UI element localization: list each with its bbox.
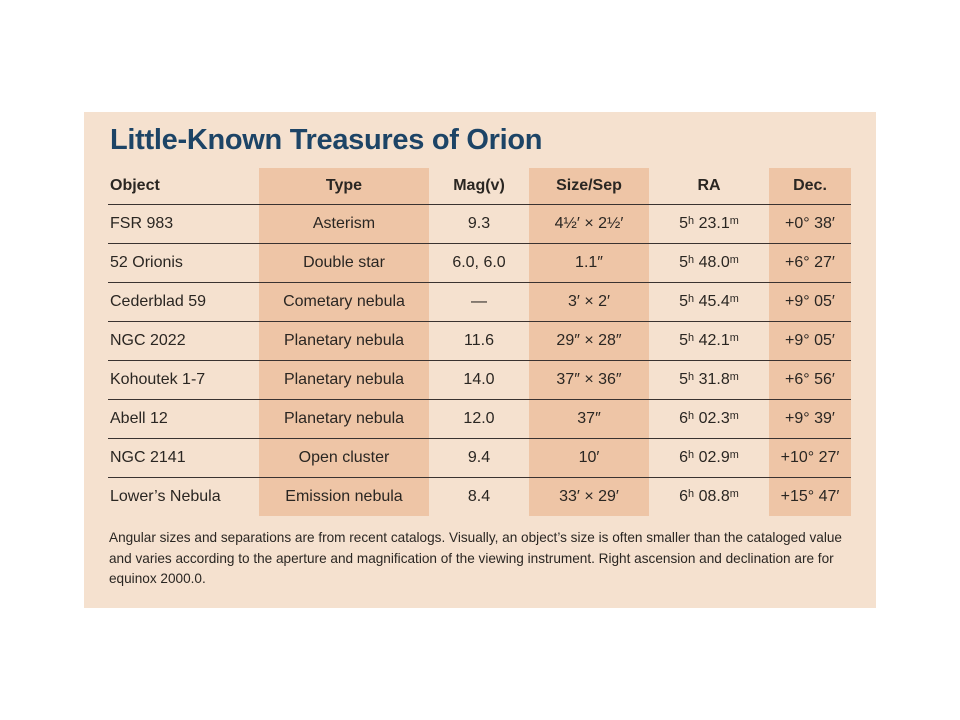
table-row xyxy=(108,361,851,400)
cell-ra: 6ʰ 02.3ᵐ xyxy=(649,400,769,439)
table-title: Little-Known Treasures of Orion xyxy=(110,124,543,156)
header-row xyxy=(108,168,851,205)
header-type: Type xyxy=(259,168,429,205)
cell-object: 52 Orionis xyxy=(108,244,259,283)
cell-ra: 6ʰ 02.9ᵐ xyxy=(649,439,769,478)
cell-object: Kohoutek 1-7 xyxy=(108,361,259,400)
cell-ra: 5ʰ 42.1ᵐ xyxy=(649,322,769,361)
cell-type: Asterism xyxy=(259,205,429,244)
cell-dec: +9° 39′ xyxy=(769,400,851,439)
cell-size: 3′ × 2′ xyxy=(529,283,649,322)
table-row xyxy=(108,205,851,244)
cell-size: 1.1″ xyxy=(529,244,649,283)
cell-size: 37″ xyxy=(529,400,649,439)
cell-size: 33′ × 29′ xyxy=(529,478,649,517)
table-row xyxy=(108,283,851,322)
table-row xyxy=(108,439,851,478)
cell-mag: 6.0, 6.0 xyxy=(429,244,529,283)
cell-mag: 8.4 xyxy=(467,488,491,505)
cell-object: FSR 983 xyxy=(108,205,259,244)
cell-mag: — xyxy=(429,283,529,322)
cell-dec: +6° 56′ xyxy=(769,361,851,400)
cell-type: Planetary nebula xyxy=(259,322,429,361)
table-row xyxy=(108,400,851,439)
cell-ra: 5ʰ 48.0ᵐ xyxy=(649,244,769,283)
cell-ra: 5ʰ 23.1ᵐ xyxy=(649,205,769,244)
header-size: Size/Sep xyxy=(529,168,649,205)
cell-mag: 11.6 xyxy=(429,322,529,361)
cell-type: Emission nebula xyxy=(259,478,429,517)
cell-dec: +9° 05′ xyxy=(769,283,851,322)
cell-type: Open cluster xyxy=(259,439,429,478)
cell-mag: 9.4 xyxy=(429,439,529,478)
cell-size: 29″ × 28″ xyxy=(529,322,649,361)
orion-objects-table xyxy=(108,168,851,516)
table-row xyxy=(108,322,851,361)
header-dec: Dec. xyxy=(769,168,851,205)
cell-object: Abell 12 xyxy=(108,400,259,439)
header-ra: RA xyxy=(649,168,769,205)
cell-ra: 5ʰ 45.4ᵐ xyxy=(649,283,769,322)
cell-dec: +10° 27′ xyxy=(769,439,851,478)
cell-dec: +9° 05′ xyxy=(769,322,851,361)
cell-object: NGC 2022 xyxy=(108,322,259,361)
cell-type: Planetary nebula xyxy=(259,400,429,439)
cell-type: Cometary nebula xyxy=(259,283,429,322)
cell-dec: +6° 27′ xyxy=(769,244,851,283)
cell-object: NGC 2141 xyxy=(108,439,259,478)
cell-dec: +0° 38′ xyxy=(769,205,851,244)
cell-mag: 12.0 xyxy=(429,400,529,439)
header-mag: Mag(v) xyxy=(429,168,529,205)
table-body xyxy=(108,205,851,517)
table-footnote: Angular sizes and separations are from recent catalogs. Visually, an object’s size is often smaller than the cataloged value and varies according to the aperture and magnification of the viewing instrument. Right ascension and declination are for equinox 2000.0. xyxy=(109,530,842,586)
table-row xyxy=(108,244,851,283)
cell-object: Lower’s Nebula xyxy=(110,488,221,505)
cell-object: Cederblad 59 xyxy=(108,283,259,322)
cell-dec: +15° 47′ xyxy=(769,478,851,517)
cell-type: Planetary nebula xyxy=(259,361,429,400)
cell-size: 4½′ × 2½′ xyxy=(529,205,649,244)
cell-ra: 5ʰ 31.8ᵐ xyxy=(649,361,769,400)
cell-size: 10′ xyxy=(529,439,649,478)
cell-type: Double star xyxy=(259,244,429,283)
cell-mag: 9.3 xyxy=(429,205,529,244)
table-panel xyxy=(84,112,876,608)
table-row xyxy=(108,478,851,517)
cell-ra: 6ʰ 08.8ᵐ xyxy=(679,488,739,505)
table-header xyxy=(108,168,851,205)
cell-mag: 14.0 xyxy=(429,361,529,400)
header-object: Object xyxy=(108,168,259,205)
cell-size: 37″ × 36″ xyxy=(529,361,649,400)
